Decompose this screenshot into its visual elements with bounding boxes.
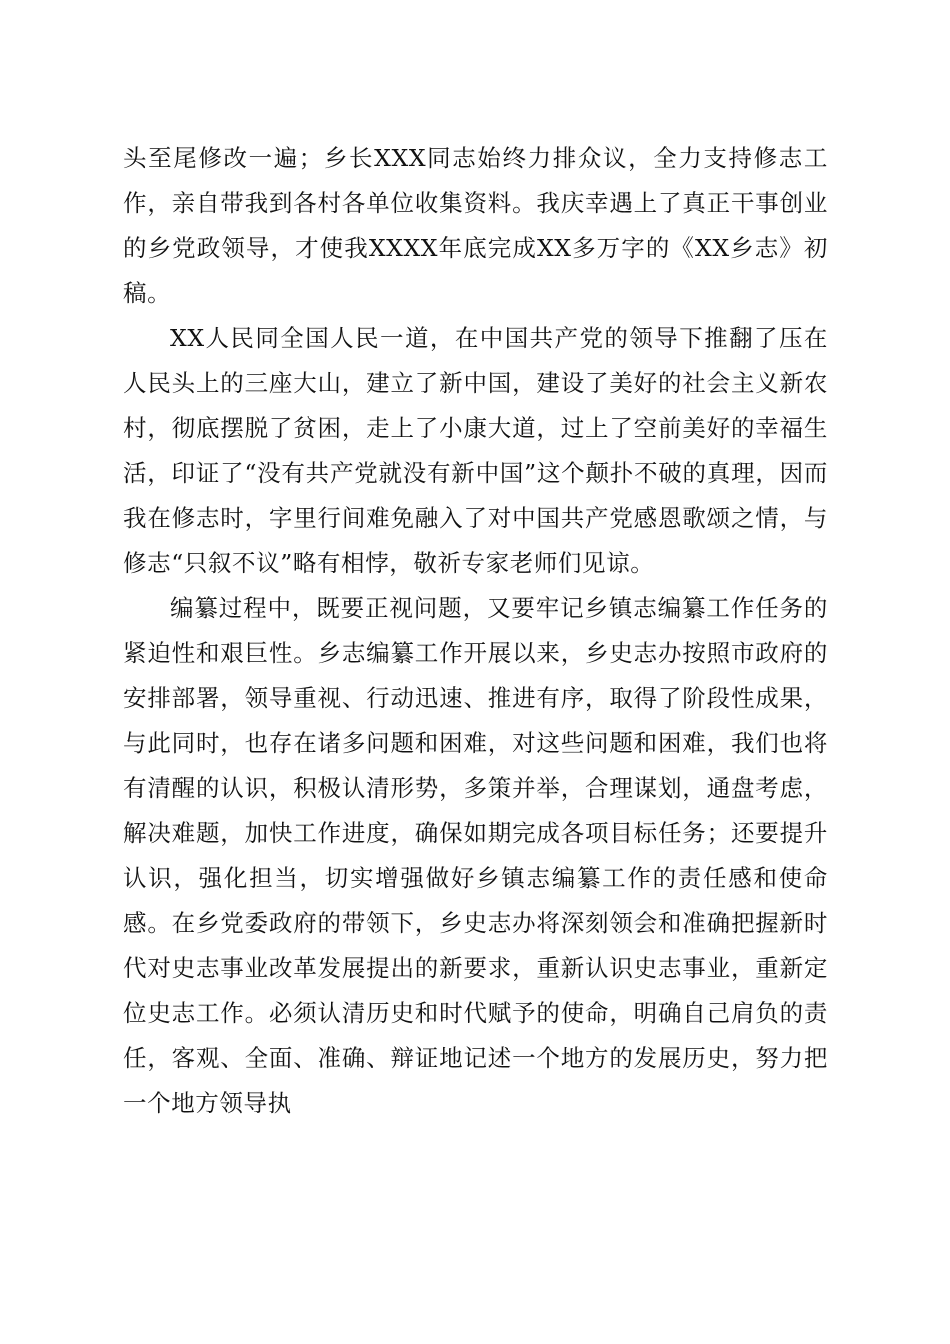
document-body <box>123 136 828 1126</box>
paragraph-continued: 头至尾修改一遍；乡长XXX同志始终力排众议，全力支持修志工作，亲自带我到各村各单位收集资料。我庆幸遇上了真正干事创业的乡党政领导，才使我XXXX年底完成XX多万字的《XX乡志》初稿。 <box>123 144 828 307</box>
paragraph-people-and-party: XX人民同全国人民一道，在中国共产党的领导下推翻了压在人民头上的三座大山，建立了新中国，建设了美好的社会主义新农村，彻底摆脱了贫困，走上了小康大道，过上了空前美好的幸福生活，印证了“没有共产党就没有新中国”这个颠扑不破的真理，因而我在修志时，字里行间难免融入了对中国共产党感恩歌颂之情，与修志“只叙不议”略有相悖，敬祈专家老师们见谅。 <box>123 324 828 577</box>
paragraph-compilation-process: 编纂过程中，既要正视问题，又要牢记乡镇志编纂工作任务的紧迫性和艰巨性。乡志编纂工作开展以来，乡史志办按照市政府的安排部署，领导重视、行动迅速、推进有序，取得了阶段性成果，与此同时，也存在诸多问题和困难，对这些问题和困难，我们也将有清醒的认识，积极认清形势，多策并举，合理谋划，通盘考虑，解决难题，加快工作进度，确保如期完成各项目标任务；还要提升认识，强化担当，切实增强做好乡镇志编纂工作的责任感和使命感。在乡党委政府的带领下，乡史志办将深刻领会和准确把握新时代对史志事业改革发展提出的新要求，重新认识史志事业，重新定位史志工作。必须认清历史和时代赋予的使命，明确自己肩负的责任，客观、全面、准确、辩证地记述一个地方的发展历史，努力把一个地方领导执 <box>123 594 828 1117</box>
